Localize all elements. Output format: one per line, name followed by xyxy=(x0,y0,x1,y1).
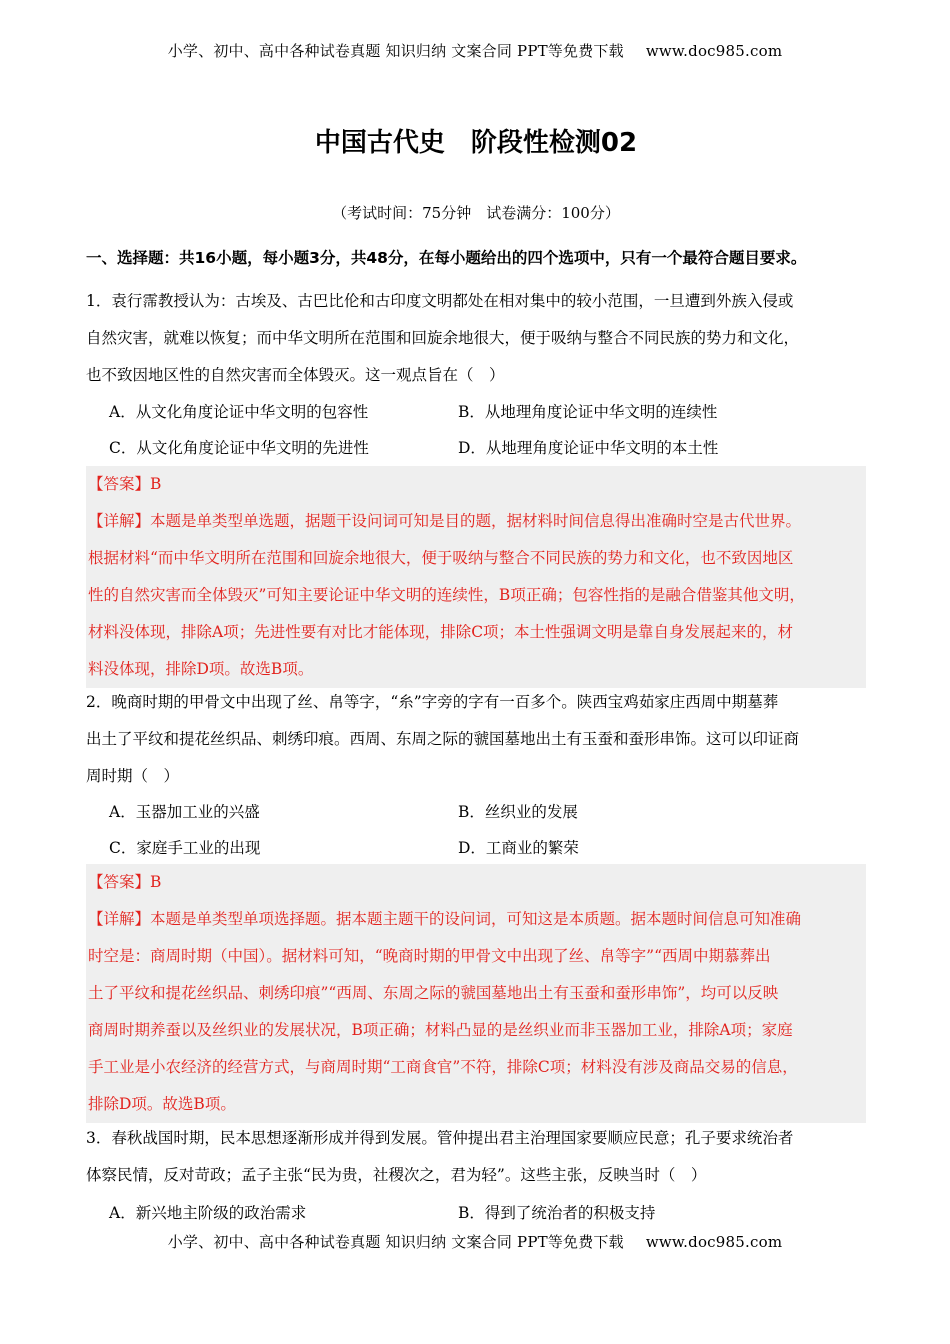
question-line: 1．袁行霈教授认为：古埃及、古巴比伦和古印度文明都处在相对集中的较小范围，一旦遭到外族入侵或 xyxy=(86,292,794,310)
header-site[interactable]: www.doc985.com xyxy=(645,42,783,60)
question-2-answer-box xyxy=(86,864,866,1123)
question-2-options xyxy=(109,794,866,866)
question-line: 3．春秋战国时期，民本思想逐渐形成并得到发展。管仲提出君主治理国家要顺应民意；孔子要求统治者 xyxy=(86,1129,794,1147)
option-c: C．家庭手工业的出现 xyxy=(109,839,261,857)
question-1-answer-box xyxy=(86,466,866,688)
detail-line: 根据材料“而中华文明所在范围和回旋余地很大，便于吸纳与整合不同民族的势力和文化，也不致因地区 xyxy=(88,549,794,567)
question-2-stem xyxy=(86,684,866,795)
page-footer xyxy=(0,1231,950,1252)
question-line: 也不致因地区性的自然灾害而全体毁灭。这一观点旨在（ ） xyxy=(86,366,505,384)
detail-line: 排除D项。故选B项。 xyxy=(88,1095,236,1113)
option-a: A．玉器加工业的兴盛 xyxy=(109,803,260,821)
option-a: A．从文化角度论证中华文明的包容性 xyxy=(109,403,369,421)
question-line: 体察民情，反对苛政；孟子主张“民为贵，社稷次之，君为轻”。这些主张，反映当时（ ） xyxy=(86,1166,707,1184)
question-1-stem xyxy=(86,283,866,394)
detail-line: 商周时期养蚕以及丝织业的发展状况，B项正确；材料凸显的是丝织业而非玉器加工业，排除A项；家庭 xyxy=(88,1021,793,1039)
question-1-options xyxy=(109,394,866,466)
question-line: 周时期（ ） xyxy=(86,767,180,785)
detail-line: 土了平纹和提花丝织品、刺绣印痕”“西周、东周之际的虢国墓地出土有玉蚕和蚕形串饰”，均可以反映 xyxy=(88,984,779,1002)
question-line: 2．晚商时期的甲骨文中出现了丝、帛等字，“糸”字旁的字有一百多个。陕西宝鸡茹家庄西周中期墓葬 xyxy=(86,693,779,711)
exam-info: （考试时间：75分钟 试卷满分：100分） xyxy=(332,204,620,222)
option-a: A．新兴地主阶级的政治需求 xyxy=(109,1204,307,1222)
question-3-options xyxy=(109,1195,866,1231)
footer-text: 小学、初中、高中各种试卷真题 知识归纳 文案合同 PPT等免费下载 xyxy=(167,1233,624,1251)
question-line: 出土了平纹和提花丝织品、刺绣印痕。西周、东周之际的虢国墓地出土有玉蚕和蚕形串饰。这可以印证商 xyxy=(86,730,800,748)
detail-line: 料没体现，排除D项。故选B项。 xyxy=(88,660,314,678)
option-c: C．从文化角度论证中华文明的先进性 xyxy=(109,439,369,457)
detail-line: 性的自然灾害而全体毁灭”可知主要论证中华文明的连续性，B项正确；包容性指的是融合借鉴其他文明， xyxy=(88,586,805,604)
option-b: B．从地理角度论证中华文明的连续性 xyxy=(458,403,718,421)
footer-site[interactable]: www.doc985.com xyxy=(645,1233,783,1251)
option-d: D．工商业的繁荣 xyxy=(458,839,579,857)
option-d: D．从地理角度论证中华文明的本土性 xyxy=(458,439,719,457)
detail-line: 【详解】本题是单类型单项选择题。据本题主题干的设问词，可知这是本质题。据本题时间信息可知准确 xyxy=(88,910,802,928)
detail-line: 【详解】本题是单类型单选题，据题干设问词可知是目的题，据材料时间信息得出准确时空是古代世界。 xyxy=(88,512,802,530)
detail-line: 时空是：商周时期（中国）。据材料可知，“晚商时期的甲骨文中出现了丝、帛等字”“西周中期慕葬出 xyxy=(88,947,771,965)
question-3-stem xyxy=(86,1120,866,1194)
option-b: B．得到了统治者的积极支持 xyxy=(458,1204,656,1222)
section-heading: 一、选择题：共16小题，每小题3分，共48分，在每小题给出的四个选项中，只有一个最符合题目要求。 xyxy=(86,249,807,267)
option-b: B．丝织业的发展 xyxy=(458,803,578,821)
answer-line: 【答案】B xyxy=(88,475,162,493)
answer-line: 【答案】B xyxy=(88,873,162,891)
detail-line: 手工业是小农经济的经营方式，与商周时期“工商食官”不符，排除C项；材料没有涉及商品交易的信息， xyxy=(88,1058,798,1076)
page-title: 中国古代史 阶段性检测02 xyxy=(314,128,638,158)
question-line: 自然灾害，就难以恢复；而中华文明所在范围和回旋余地很大，便于吸纳与整合不同民族的势力和文化， xyxy=(86,329,800,347)
page-header xyxy=(0,40,950,61)
header-text: 小学、初中、高中各种试卷真题 知识归纳 文案合同 PPT等免费下载 xyxy=(167,42,624,60)
detail-line: 材料没体现，排除A项；先进性要有对比才能体现，排除C项；本土性强调文明是靠自身发展起来的，材 xyxy=(88,623,794,641)
